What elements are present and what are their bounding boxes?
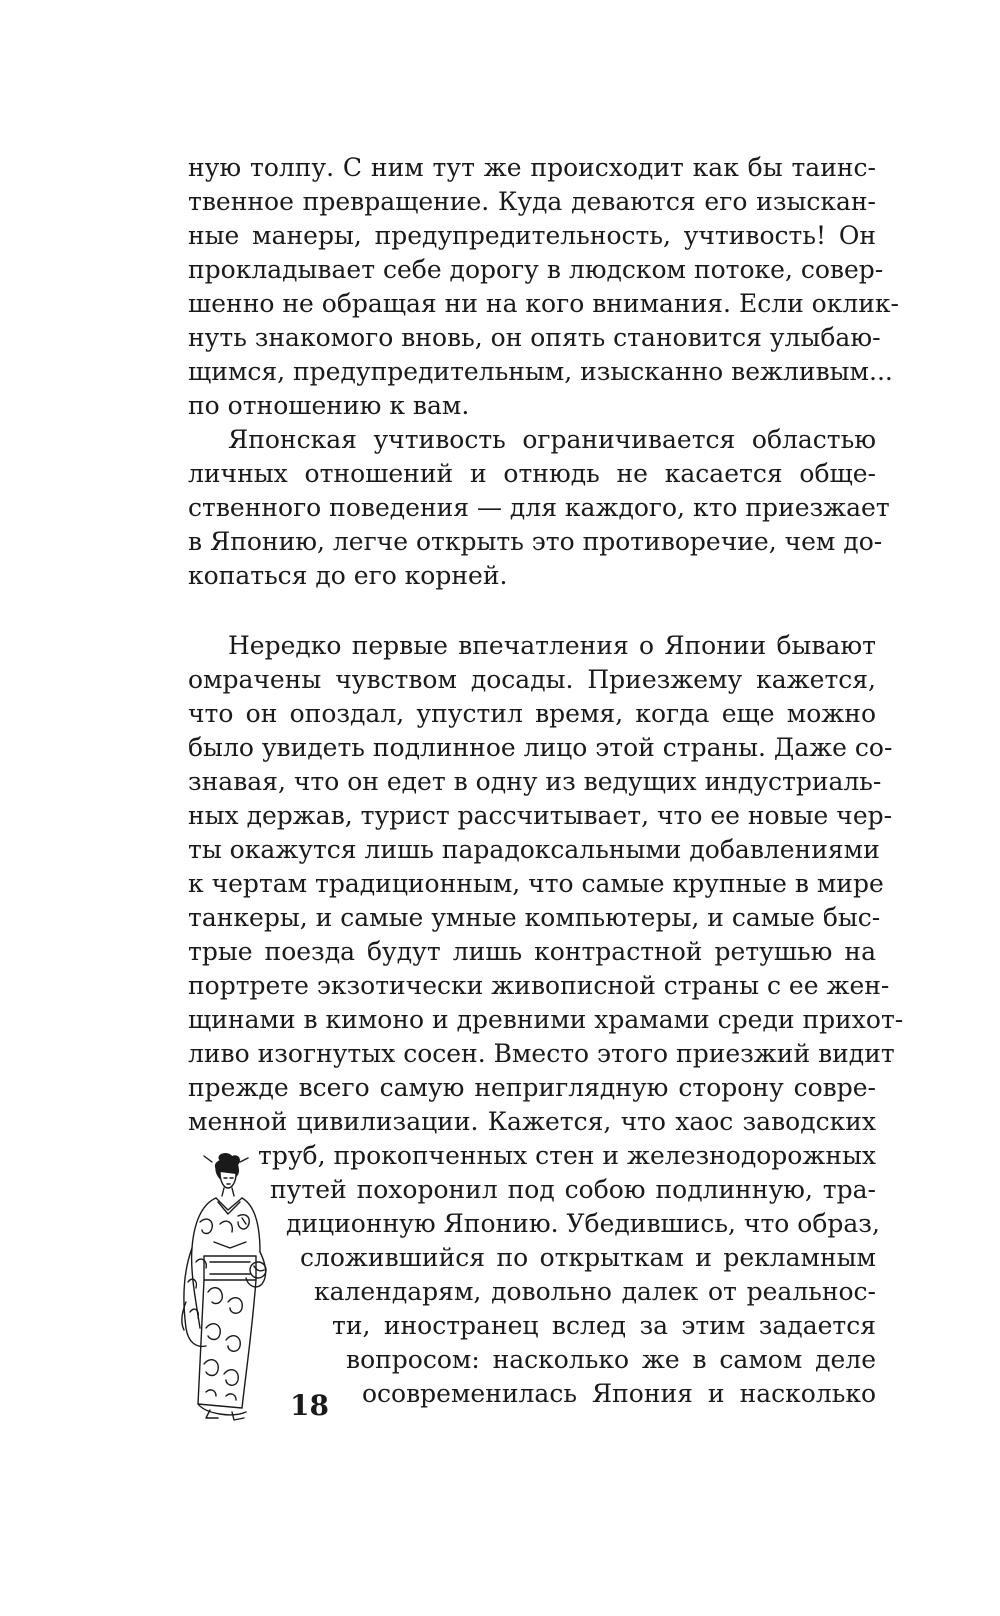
text-line: сложившийся по открыткам и рекламным — [300, 1243, 876, 1272]
text-line: ственного поведения — для каждого, кто приезжает — [188, 493, 890, 522]
text-line: путей похоронил под собою подлинную, тра- — [270, 1175, 876, 1204]
text-line: календарям, довольно далек от реальнос- — [314, 1277, 876, 1306]
text-line: менной цивилизации. Кажется, что хаос заводских — [188, 1107, 876, 1136]
text-line: труб, прокопченных стен и железнодорожных — [258, 1141, 876, 1170]
text-line: в Японию, легче открыть это противоречие, чем до- — [188, 527, 883, 556]
text-line: прокладывает себе дорогу в людском потоке, совер- — [188, 255, 884, 284]
text-line: ную толпу. С ним тут же происходит как бы таинс- — [188, 153, 876, 182]
text-line: танкеры, и самые умные компьютеры, и самые быс- — [188, 903, 881, 932]
text-line: Нередко первые впечатления о Японии бывают — [228, 631, 876, 660]
text-line: омрачены чувством досады. Приезжему кажется, — [188, 665, 876, 694]
text-line: вопросом: насколько же в самом деле — [346, 1345, 876, 1374]
text-line: копаться до его корней. — [188, 561, 508, 590]
text-line: щинами в кимоно и древними храмами среди прихот- — [188, 1005, 904, 1034]
text-line: щимся, предупредительным, изысканно вежливым... — [188, 357, 893, 386]
text-line: ные манеры, предупредительность, учтивость! Он — [188, 221, 876, 250]
kimono-woman-illustration — [176, 1152, 280, 1424]
page-number: 18 — [290, 1389, 329, 1422]
text-line: портрете экзотически живописной страны с ее жен- — [188, 971, 890, 1000]
text-line: что он опоздал, упустил время, когда еще можно — [188, 699, 876, 728]
text-line: твенное превращение. Куда деваются его изыскан- — [188, 187, 876, 216]
text-line: нуть знакомого вновь, он опять становится улыбаю- — [188, 323, 881, 352]
text-line: знавая, что он едет в одну из ведущих индустриаль- — [188, 767, 882, 796]
text-line: шенно не обращая ни на кого внимания. Если оклик- — [188, 289, 899, 318]
text-line: было увидеть подлинное лицо этой страны. Даже со- — [188, 733, 893, 762]
text-line: диционную Японию. Убедившись, что образ, — [286, 1209, 880, 1238]
text-line: ных держав, турист рассчитывает, что ее новые чер- — [188, 801, 893, 830]
text-line: ливо изогнутых сосен. Вместо этого приезжий видит — [188, 1039, 895, 1068]
text-line: ты окажутся лишь парадоксальными добавлениями — [188, 835, 880, 864]
text-line: ти, иностранец вслед за этим задается — [332, 1311, 876, 1340]
text-line: Японская учтивость ограничивается областью — [228, 425, 876, 454]
text-line: трые поезда будут лишь контрастной ретушью на — [188, 937, 876, 966]
text-line: по отношению к вам. — [188, 391, 470, 420]
text-line: личных отношений и отнюдь не касается обще- — [188, 459, 876, 488]
text-line: осовременилась Япония и насколько — [362, 1379, 876, 1408]
text-line: прежде всего самую неприглядную сторону совре- — [188, 1073, 876, 1102]
text-line: к чертам традиционным, что самые крупные в мире — [188, 869, 884, 898]
